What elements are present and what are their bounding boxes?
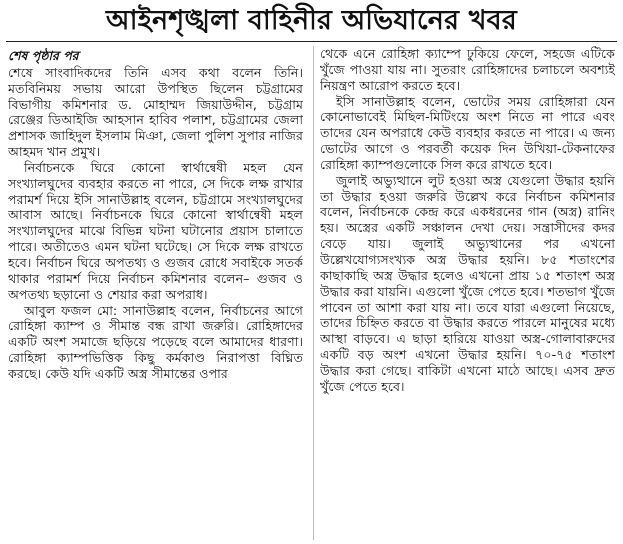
paragraph: আবুল ফজল মো: সানাউল্লাহ বলেন, নির্বাচনের আগে রোহিঙ্গা ক্যাম্প ও সীমান্ত বন্ধ রাখা জরুরি। রোহিঙ্গাদের একটি অংশ সমাজে ছড়িয়ে পড়েছে বলে আমাদের ধারণা। রোহিঙ্গা ক্যাম্পভিত্তিক কিছু কর্মকাণ্ড নিরাপত্তা বিঘ্নিত করছে। কেউ যদি একটি অস্ত্র সীমান্তের ওপার	[8, 302, 303, 381]
headline-rule	[6, 41, 617, 42]
paragraph: থেকে এনে রোহিঙ্গা ক্যাম্পে ঢুকিয়ে ফেলে, সহজে এটিকে খুঁজে পাওয়া যায় না। সুতরাং রোহিঙ্গাদের চলাচলে অবশ্যই নিয়ন্ত্রণ আরোপ করতে হবে।	[320, 46, 615, 93]
paragraph: নির্বাচনকে ঘিরে কোনো স্বার্থান্বেষী মহল যেন সংখ্যালঘুদের ব্যবহার করতে না পারে, সে দিকে লক্ষ রাখার পরামর্শ দিয়ে ইসি সানাউল্লাহ বলেন, চট্টগ্রামে সংখ্যালঘুদের আবাস আছে। নির্বাচনকে ঘিরে কোনো স্বার্থান্বেষী মহল সংখ্যালঘুদের মাঝে বিভিন্ন ঘটনা ঘটানোর প্রয়াস চালাতে পারে। অতীতেও এমন ঘটনা ঘটেছে। সে দিকে লক্ষ রাখতে হবে। নির্বাচন ঘিরে অপতথ্য ও গুজব রোধে সবাইকে সতর্ক থাকার পরামর্শ দিয়ে নির্বাচন কমিশনার বলেন– গুজব ও অপতথ্য ছড়ানো ও শেয়ার করা অপরাধ।	[8, 159, 303, 302]
paragraph: ইসি সানাউল্লাহ বলেন, ভোটের সময় রোহিঙ্গারা যেন কোনোভাবেই মিছিল-মিটিংয়ে অংশ নিতে না পারে এবং তাদের যেন অপরাধে কেউ ব্যবহার করতে না পারে। এ জন্য ভোটের আগে ও পরবর্তী কয়েক দিন উখিয়া-টেকনাফের রোহিঙ্গা ক্যাম্পগুলোকে সিল করে রাখতে হবে।	[320, 93, 615, 172]
paragraph: জুলাই অভ্যুত্থানে লুট হওয়া অস্ত্র যেগুলো উদ্ধার হয়নি তা উদ্ধার হওয়া জরুরি উল্লেখ করে নির্বাচন কমিশনার বলেন, নির্বাচনকে কেন্দ্র করে একধরনের গান (অস্ত্র) রানিং হয়। অস্ত্রের একটি সঞ্চালন দেখা দেয়। সন্ত্রাসীদের কদর বেড়ে যায়। জুলাই অভ্যুত্থানের পর এখনো উল্লেখযোগ্যসংখ্যক অস্ত্র উদ্ধার হয়নি। ৮৫ শতাংশের কাছাকাছি অস্ত্র উদ্ধার হলেও এখনো প্রায় ১৫ শতাংশ অস্ত্র উদ্ধার করা যায়নি। এগুলো খুঁজে পেতে হবে। শতভাগ খুঁজে পাবেন তা আশা করা যায় না। তবে যারা এগুলো নিয়েছে, তাদের চিহ্নিত করতে বা উদ্ধার করতে পারলে মানুষের মধ্যে আস্থা বাড়বে। এ ছাড়া হারিয়ে যাওয়া অস্ত্র-গোলাবারুদের একটি বড় অংশ এখনো উদ্ধার হয়নি। ৭০-৭৫ শতাংশ উদ্ধার করা গেছে। বাকিটা এখনো মাঠে আছে। এসব দ্রুত খুঁজে পেতে হবে।	[320, 172, 615, 394]
right-column	[320, 46, 615, 538]
left-column	[8, 48, 303, 540]
continued-from-label: শেষ পৃষ্ঠার পর	[8, 48, 79, 63]
headline: আইনশৃঙ্খলা বাহিনীর অভিযানের খবর	[106, 5, 517, 36]
paragraph: শেষে সাংবাদিকদের তিনি এসব কথা বলেন তিনি। মতবিনিময় সভায় আরো উপস্থিত ছিলেন চট্টগ্রামের বিভাগীয় কমিশনার ড. মোহাম্মদ জিয়াউদ্দীন, চট্টগ্রাম রেঞ্জের ডিআইজি আহসান হাবিব পলাশ, চট্টগ্রামের জেলা প্রশাসক জাহিদুল ইসলাম মিঞা, জেলা পুলিশ সুপার নাজির আহমদ খান প্রমুখ।	[8, 64, 303, 160]
column-divider	[313, 46, 314, 540]
